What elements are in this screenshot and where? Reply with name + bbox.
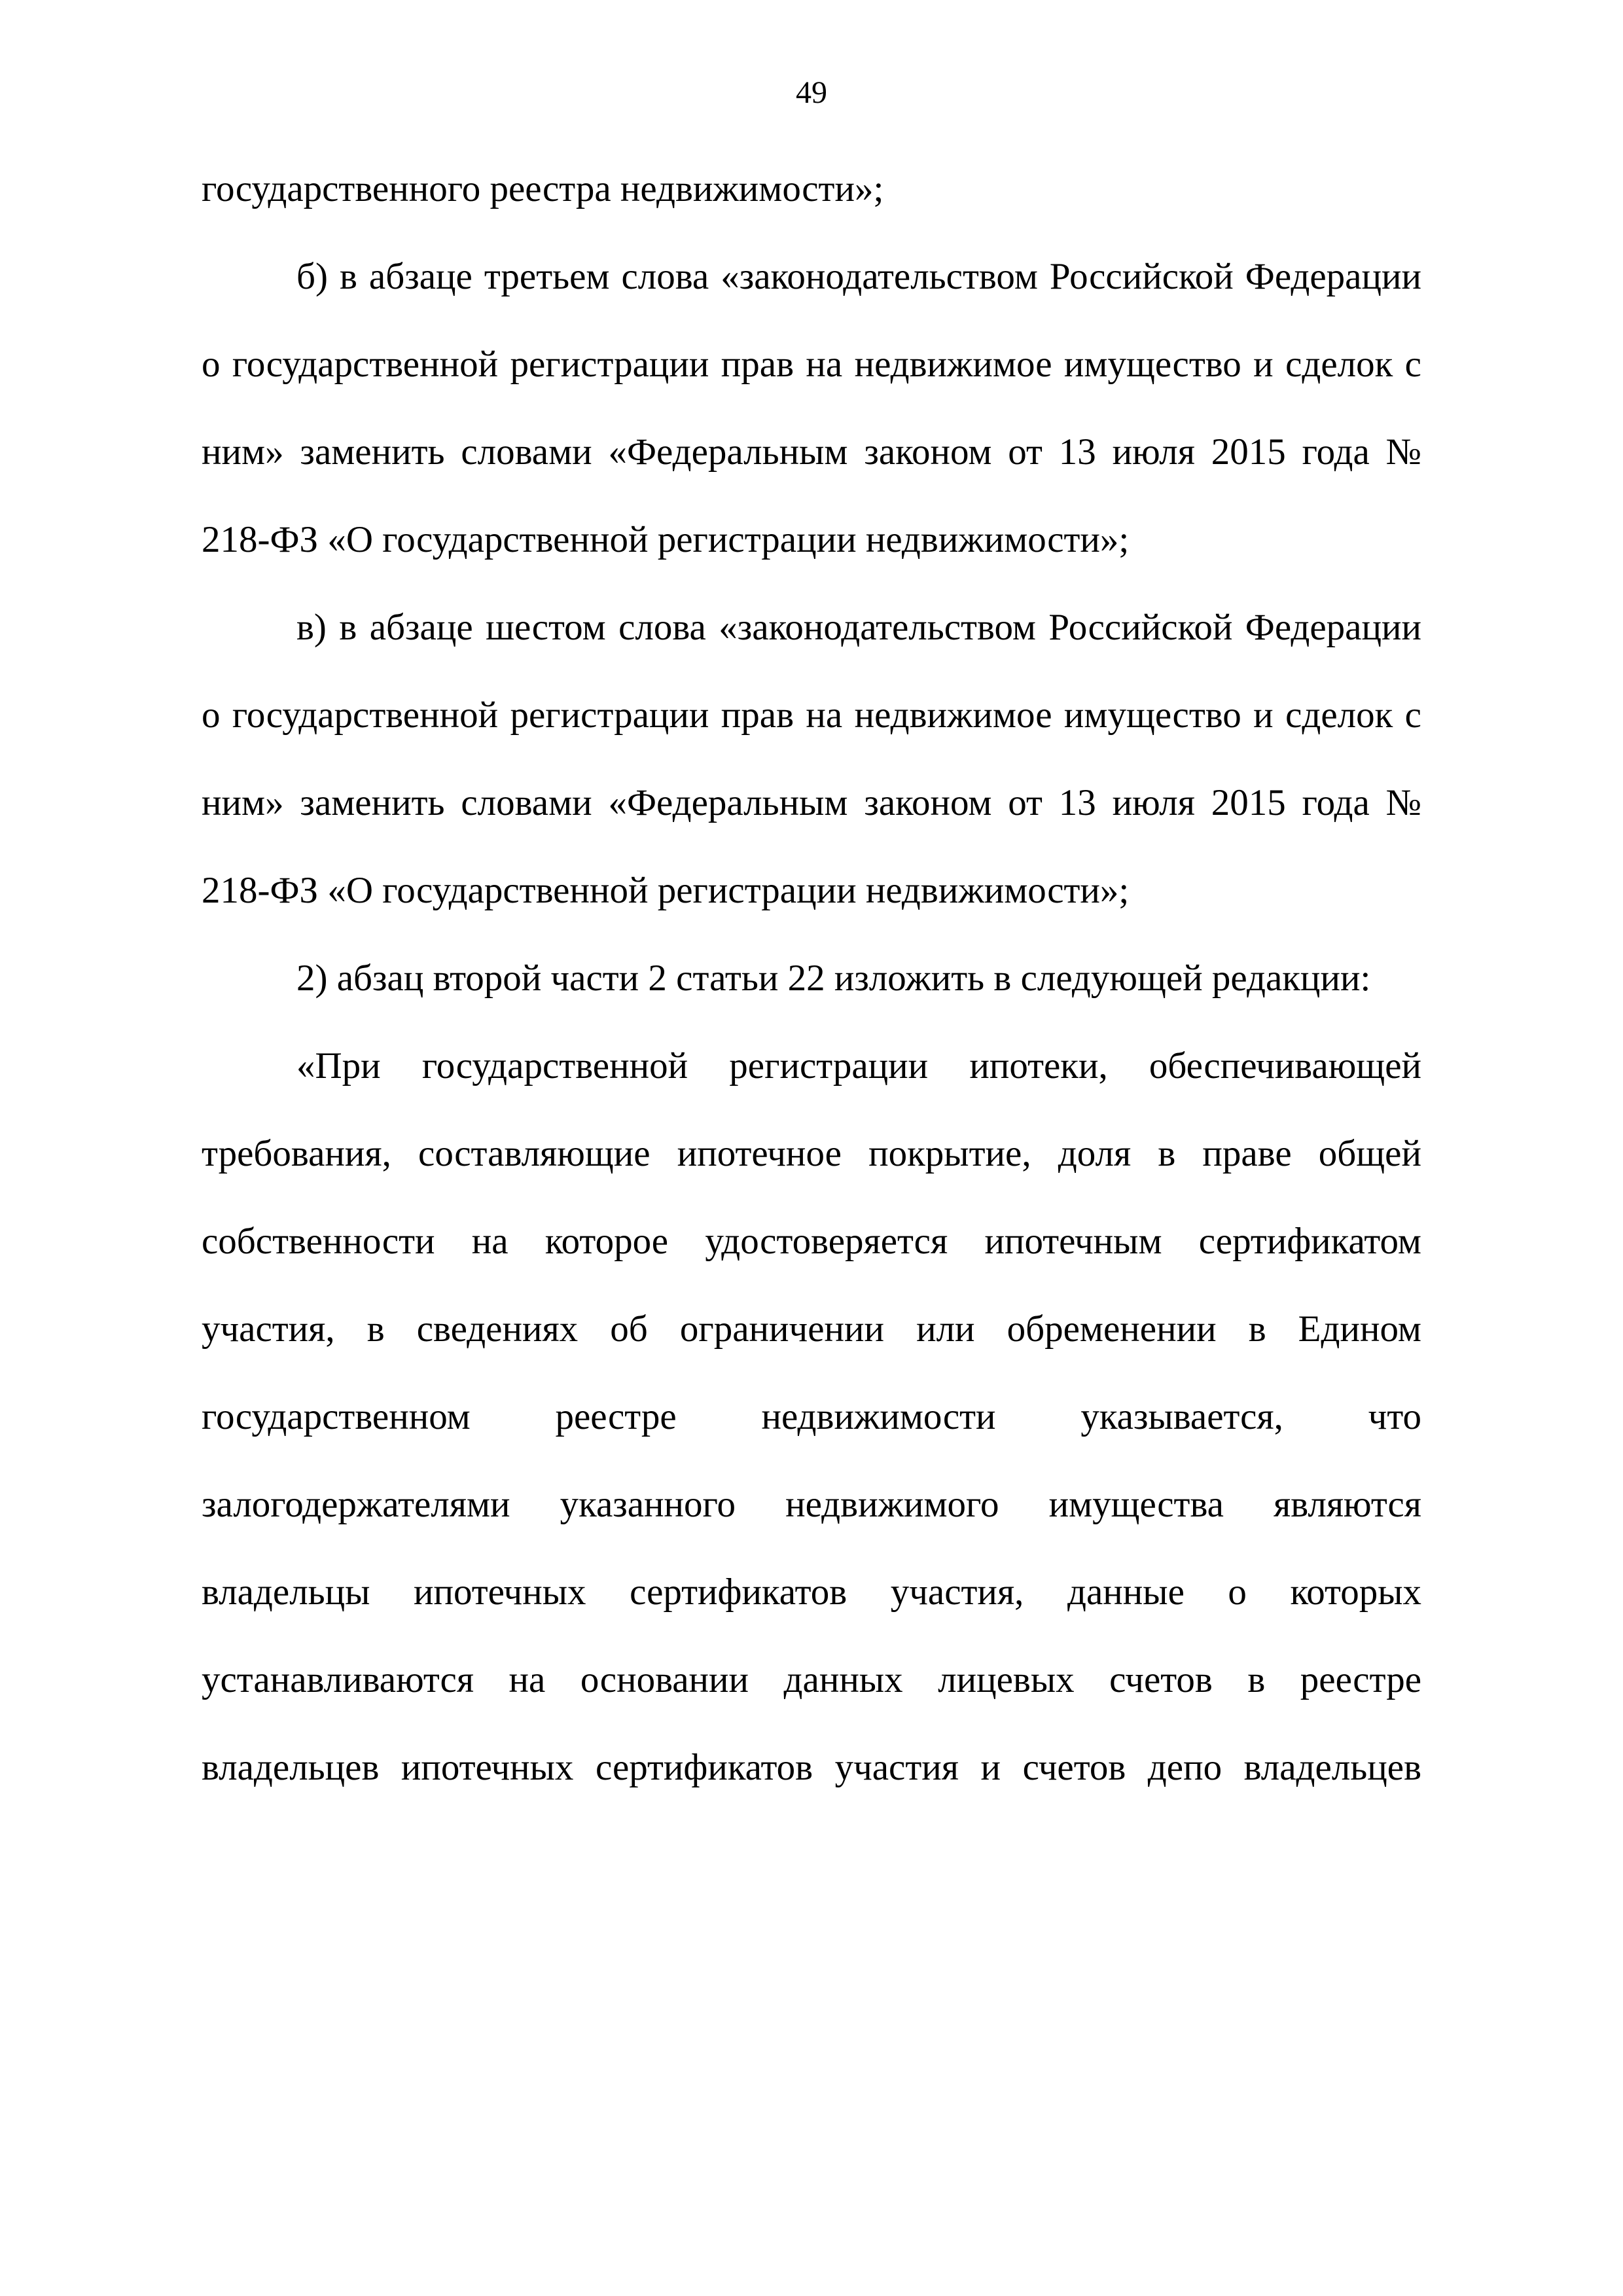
page-number: 49 bbox=[796, 75, 827, 110]
paragraph-item-v: в) в абзаце шестом слова «законодательством Российской Федерации о государственной регистрации прав на недвижимое имущество и сделок с ним» заменить словами «Федеральным законом от 13 июля 2015 года № 218-ФЗ «О государственной регистрации недвижимости»; bbox=[202, 607, 1421, 911]
paragraph-item-2: 2) абзац второй части 2 статьи 22 изложить в следующей редакции: bbox=[296, 958, 1371, 999]
document-body bbox=[202, 145, 1421, 1812]
paragraph-continuation: государственного реестра недвижимости»; bbox=[202, 168, 884, 209]
paragraph-quoted-text: «При государственной регистрации ипотеки, обеспечивающей требования, составляющие ипотечное покрытие, доля в праве общей собственности на которое удостоверяется ипотечным сертификатом участия, в сведениях об ограничении или обременении в Едином государственном реестре недвижимости указывается, что залогодержателями указанного недвижимого имущества являются владельцы ипотечных сертификатов участия, данные о которых устанавливаются на основании данных лицевых счетов в реестре владельцев ипотечных сертификатов участия и счетов депо владельцев bbox=[202, 1045, 1421, 1788]
paragraph-item-b: б) в абзаце третьем слова «законодательством Российской Федерации о государственной регистрации прав на недвижимое имущество и сделок с ним» заменить словами «Федеральным законом от 13 июля 2015 года № 218-ФЗ «О государственной регистрации недвижимости»; bbox=[202, 256, 1421, 560]
